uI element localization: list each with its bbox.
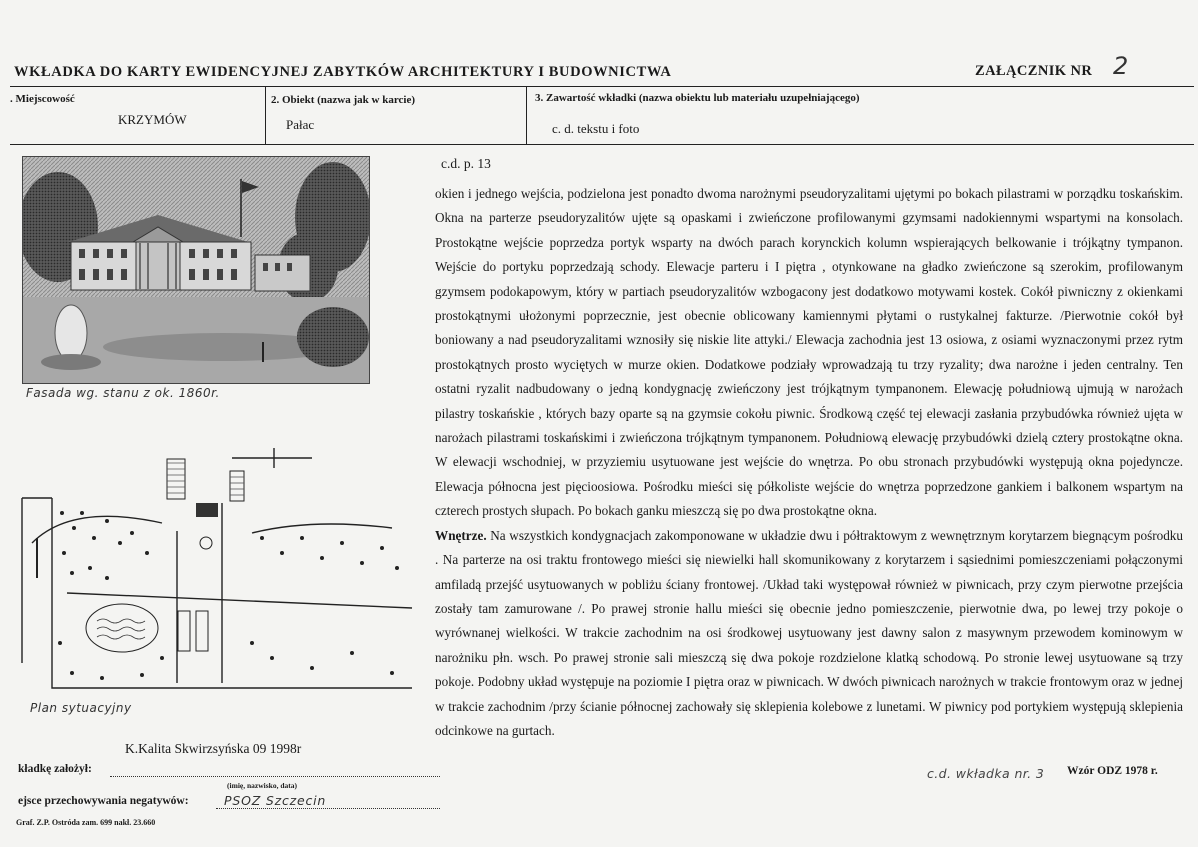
annex-number: 2: [1113, 52, 1129, 80]
interior-paragraph: [435, 524, 1183, 744]
object-label: 2. Obiekt (nazwa jak w karcie): [271, 94, 416, 106]
field-divider-1: [265, 87, 266, 144]
header-rule: [10, 86, 1194, 87]
description-paragraph: okien i jednego wejścia, podzielona jest ponadto dwoma narożnymi pseudoryzalitami ujętymi po bokach pilastrami w porządku toskańskim. Okna na parterze pseudoryzalitów ujęte są opaskami i zwieńczone profilowanymi gzymsami nadokiennymi wspartymi na konsolach. Prostokątne wejście poprzedza portyk wsparty na dwóch parach korynckich kolumn wspierających belkowanie i trójkątny tympanon. Wejście do portyku poprzedzają schody. Elewacje parteru i I piętra , otynkowane na gładko zwieńczone są szerokim, profilowanym gzymsem podokapowym, który w partiach pseudoryzalitów wzbogacony jest dodatkowo motywami kostek. Cokół piwniczny z okienkami prostokątnymi ułożonymi poprzecznie, jest obecnie oblicowany kamiennymi płytami o rustykalnej fakturze. /Pierwotnie cokół był boniowany a nad pseudoryzalitami wznosiły się niskie lite attyki./ Elewacja zachodnia jest 13 osiowa, z osiami wyznaczonymi przez rytm prostokątnych prosto wyciętych w murze okien. Dodatkowe podziały wprowadzają tu trzy ryzality; dwa narożne i jeden centralny. Ten ostatni ryzalit nadbudowany o jedną kondygnację zwieńczony jest trójkątnym tympanonem. Elewację południową ujmują w narożach pilastry toskańskie , których bazy oparte są na gzymsie cokołu piwnic. Środkową część tej elewacji zasłania przybudówka również ujęta w narożach pilastrami toskańskimi i zwieńczona trójkątnym tympanonem. Południową elewację przybudówki dzielą cztery prostokątne okna. W elewacji wschodniej, w przyziemiu usytuowane jest wejście do wnętrza. Po obu stronach przybudówki występują okna pojedyncze. Elewacja północna jest pięcioosiowa. Pośrodku mieści się półkoliste wejście do wnętrza poprzedzone gankiem i balkonem wspartym na czterech prostych słupach. Po bokach ganku mieszczą się po dwa prostokątne okna.: [435, 186, 1183, 519]
field-divider-2: [526, 87, 527, 144]
fields-bottom-rule: [10, 144, 1194, 145]
author-signature: K.Kalita Skwirzsyńska 09 1998r: [125, 741, 302, 756]
annex-label: ZAŁĄCZNIK NR: [975, 63, 1093, 79]
locality-label: . Miejscowość: [10, 93, 75, 105]
form-title: WKŁADKA DO KARTY EWIDENCYJNEJ ZABYTKÓW ARCHITEKTURY I BUDOWNICTWA: [14, 64, 672, 80]
interior-heading: Wnętrze.: [435, 527, 487, 543]
founder-label: kładkę założył:: [18, 763, 92, 775]
founder-dotted-line: [110, 776, 440, 777]
continuation-note: c.d. p. 13: [441, 156, 491, 171]
facade-caption: Fasada wg. stanu z ok. 1860r.: [26, 386, 220, 400]
next-insert-note: c.d. wkładka nr. 3: [927, 766, 1045, 781]
locality-value: KRZYMÓW: [118, 112, 187, 127]
form-id: Wzór ODZ 1978 r.: [1067, 765, 1158, 777]
facade-photo: [22, 156, 370, 384]
negatives-value: PSOZ Szczecin: [224, 793, 327, 808]
palace-engraving: [23, 157, 369, 383]
negatives-label: ejsce przechowywania negatywów:: [18, 795, 189, 807]
plan-caption: Plan sytuacyjny: [30, 701, 132, 715]
founder-sublabel: (imię, nazwisko, data): [227, 781, 297, 790]
description-text: [435, 182, 1183, 743]
content-label: 3. Zawartość wkładki (nazwa obiektu lub materiału uzupełniającego): [535, 92, 860, 104]
site-plan: [12, 443, 414, 693]
print-info: Graf. Z.P. Ostróda zam. 699 nakł. 23.660: [16, 818, 156, 827]
negatives-dotted-line: [216, 808, 440, 809]
object-value: Pałac: [286, 117, 315, 132]
interior-body: Na wszystkich kondygnacjach zakomponowane w układzie dwu i półtraktowym z wewnętrznym korytarzem biegnącym pośrodku . Na parterze na osi traktu frontowego mieści się niewielki hall skomunikowany z korytarzem i sąsiednimi pomieszczeniami połączonymi amfiladą przejść usytuowanych w pobliżu ściany frontowej. /Układ taki występował również w piwnicach, przy czym pierwotne przejścia zostały tam zamurowane /. Po prawej stronie hallu mieści się obecnie jedno pomieszczenie, pierwotnie dwa, po lewej trzy pokoje o wyrównanej wielkości. W trakcie zachodnim na osi środkowej usytuowany jest dawny salon z masywnym przewodem kominowym w narożniku płn. wsch. Po prawej stronie sali mieszczą się dwa pokoje rozdzielone klatką schodową. Po stronie lewej usytuowane są trzy pokoje. Podobny układ występuje na poziomie I piętra oraz w piwnicach. W dwóch piwnicach narożnych w trakcie frontowym oraz w jednej w trakcie zachodnim /przy ścianie północnej zachowały się sklepienia kolebowe z lunetami. W piwnicy pod portykiem występują sklepienia odcinkowe na gurtach.: [435, 527, 1183, 738]
content-value: c. d. tekstu i foto: [552, 121, 640, 136]
site-plan-drawing: [12, 443, 414, 693]
